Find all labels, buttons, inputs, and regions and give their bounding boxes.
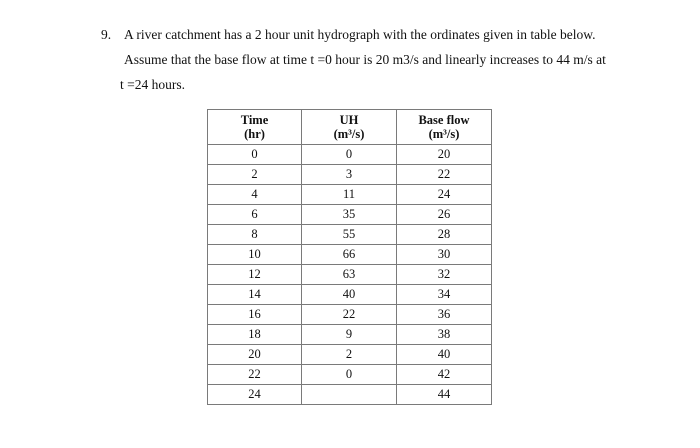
table-row <box>208 385 492 405</box>
header-uh <box>302 110 397 145</box>
cell-uh: 3 <box>302 165 397 185</box>
cell-time: 0 <box>208 145 302 165</box>
table-row <box>208 185 492 205</box>
cell-uh: 11 <box>302 185 397 205</box>
cell-uh: 55 <box>302 225 397 245</box>
header-unit: (m³/s) <box>333 127 365 141</box>
cell-time: 8 <box>208 225 302 245</box>
table-header-row <box>208 110 492 145</box>
table-row <box>208 205 492 225</box>
cell-uh: 40 <box>302 285 397 305</box>
cell-uh: 9 <box>302 325 397 345</box>
cell-time: 2 <box>208 165 302 185</box>
cell-base-flow: 22 <box>397 165 492 185</box>
header-unit: (m³/s) <box>428 127 460 141</box>
cell-time: 10 <box>208 245 302 265</box>
header-title: Base flow <box>418 113 470 127</box>
cell-uh: 0 <box>302 145 397 165</box>
cell-uh: 22 <box>302 305 397 325</box>
cell-uh: 35 <box>302 205 397 225</box>
question-line-1: A river catchment has a 2 hour unit hydrograph with the ordinates given in table below. <box>124 27 596 42</box>
cell-time: 24 <box>208 385 302 405</box>
cell-base-flow: 38 <box>397 325 492 345</box>
question-text <box>0 0 700 100</box>
cell-time: 16 <box>208 305 302 325</box>
cell-base-flow: 44 <box>397 385 492 405</box>
header-time <box>208 110 302 145</box>
cell-time: 14 <box>208 285 302 305</box>
table-row <box>208 325 492 345</box>
header-title: Time <box>240 113 269 127</box>
cell-base-flow: 24 <box>397 185 492 205</box>
header-base-flow <box>397 110 492 145</box>
cell-base-flow: 26 <box>397 205 492 225</box>
header-unit: (hr) <box>244 127 265 141</box>
cell-base-flow: 20 <box>397 145 492 165</box>
cell-time: 18 <box>208 325 302 345</box>
cell-base-flow: 36 <box>397 305 492 325</box>
cell-base-flow: 32 <box>397 265 492 285</box>
table-row <box>208 345 492 365</box>
hydrograph-table <box>207 109 492 405</box>
table-row <box>208 305 492 325</box>
question-line-3: t =24 hours. <box>120 77 185 92</box>
cell-base-flow: 40 <box>397 345 492 365</box>
cell-base-flow: 42 <box>397 365 492 385</box>
question-line-2: Assume that the base flow at time t =0 hour is 20 m3/s and linearly increases to 44 m/s at <box>124 52 606 67</box>
cell-time: 12 <box>208 265 302 285</box>
cell-base-flow: 28 <box>397 225 492 245</box>
cell-time: 6 <box>208 205 302 225</box>
table-row <box>208 285 492 305</box>
cell-base-flow: 34 <box>397 285 492 305</box>
table-row <box>208 245 492 265</box>
cell-time: 4 <box>208 185 302 205</box>
cell-uh <box>302 385 397 405</box>
table-row <box>208 165 492 185</box>
cell-base-flow: 30 <box>397 245 492 265</box>
cell-time: 20 <box>208 345 302 365</box>
table-row <box>208 365 492 385</box>
cell-uh: 2 <box>302 345 397 365</box>
table-row <box>208 265 492 285</box>
cell-uh: 66 <box>302 245 397 265</box>
header-title: UH <box>339 113 359 127</box>
cell-time: 22 <box>208 365 302 385</box>
table-row <box>208 225 492 245</box>
question-number: 9. <box>101 27 112 42</box>
table-row <box>208 145 492 165</box>
cell-uh: 0 <box>302 365 397 385</box>
cell-uh: 63 <box>302 265 397 285</box>
